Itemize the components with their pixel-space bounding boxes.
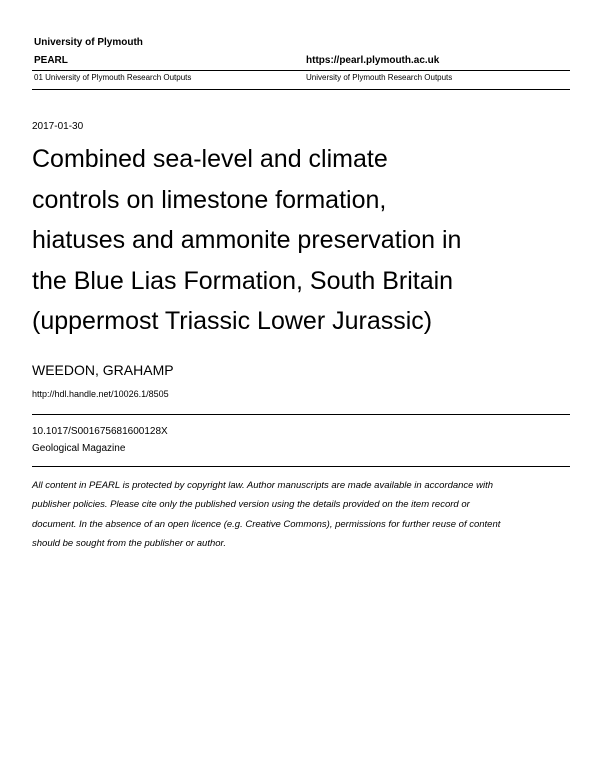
author-name: WEEDON, GRAHAMP	[32, 362, 174, 378]
notice-line: should be sought from the publisher or author.	[32, 538, 226, 550]
title-line: controls on limestone formation,	[32, 185, 387, 214]
notice-line: document. In the absence of an open licence (e.g. Creative Commons), permissions for further reuse of content	[32, 518, 501, 530]
header-divider-bottom	[32, 89, 570, 90]
header-divider-top	[32, 70, 570, 71]
paper-title	[32, 139, 552, 342]
title-line: hiatuses and ammonite preservation in	[32, 226, 462, 254]
title-line: Combined sea-level and climate	[32, 145, 388, 173]
collection-row	[32, 73, 570, 87]
journal-name: Geological Magazine	[32, 443, 126, 454]
title-line: the Blue Lias Formation, South Britain	[32, 266, 454, 295]
collection-right: University of Plymouth Research Outputs	[306, 73, 453, 82]
handle-link[interactable]: http://hdl.handle.net/10026.1/8505	[32, 389, 169, 399]
title-line: (uppermost Triassic Lower Jurassic)	[32, 307, 433, 335]
collection-left: 01 University of Plymouth Research Outputs	[34, 73, 192, 82]
repository-header-row	[32, 55, 570, 69]
repository-url-link[interactable]: https://pearl.plymouth.ac.uk	[306, 55, 440, 66]
publication-date: 2017-01-30	[32, 121, 84, 132]
notice-divider	[32, 466, 570, 467]
institution-name: University of Plymouth	[34, 37, 143, 48]
notice-line: All content in PEARL is protected by copyright law. Author manuscripts are made available in accordance with	[32, 480, 493, 491]
doi: 10.1017/S001675681600128X	[32, 426, 168, 437]
record-divider	[32, 414, 570, 415]
repository-name: PEARL	[34, 55, 68, 66]
copyright-notice	[32, 476, 572, 554]
notice-line: publisher policies. Please cite only the published version using the details provided on the item record or	[32, 499, 470, 511]
